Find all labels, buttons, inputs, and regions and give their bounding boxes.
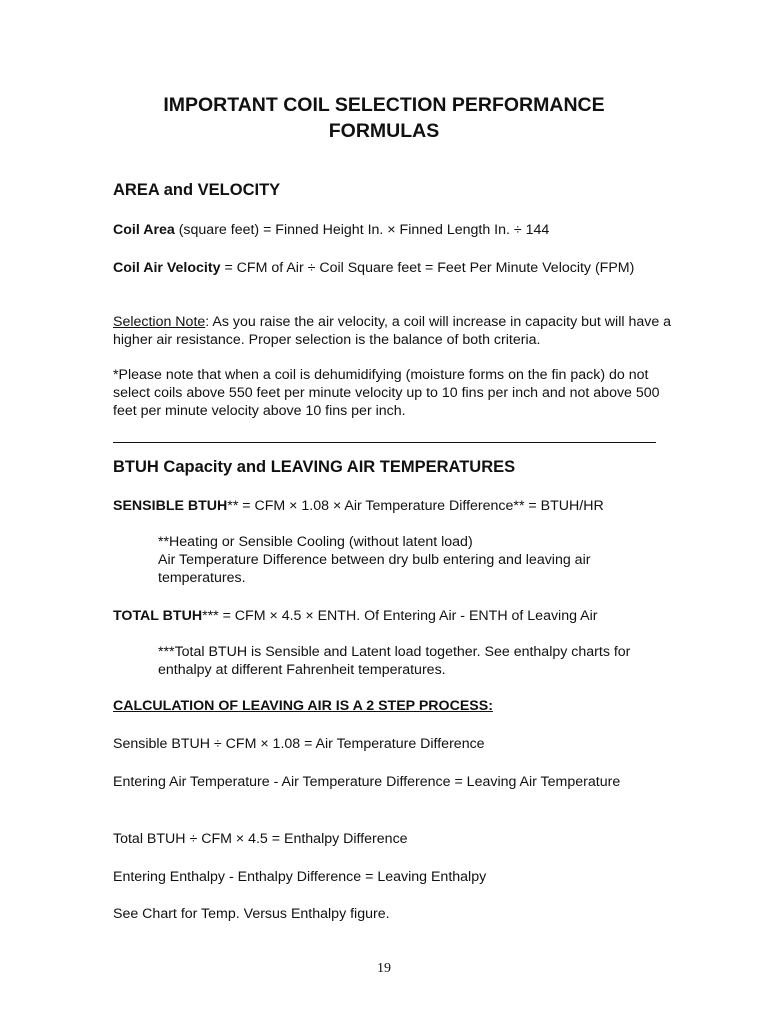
coil-air-velocity-formula	[113, 259, 673, 277]
coil-area-label: Coil Area	[113, 222, 175, 238]
total-btuh-formula	[113, 607, 673, 625]
page-number: 19	[377, 961, 391, 976]
dehumidifying-note: *Please note that when a coil is dehumidifying (moisture forms on the fin pack) do not select coils above 550 feet per minute velocity up to 10 fins per inch and not above 500 feet per minute velocity above 10 fins per inch.	[113, 367, 660, 419]
calc-step-5: See Chart for Temp. Versus Enthalpy figure.	[113, 906, 390, 922]
sensible-note-line-2: Air Temperature Difference between dry bulb entering and leaving air temperatures.	[158, 552, 591, 586]
coil-area-text: (square feet) = Finned Height In. × Finned Length In. ÷ 144	[174, 222, 550, 238]
calc-step-1: Sensible BTUH ÷ CFM × 1.08 = Air Temperature Difference	[113, 736, 485, 752]
total-btuh-text: *** = CFM × 4.5 × ENTH. Of Entering Air - ENTH of Leaving Air	[202, 608, 598, 624]
sensible-note-line-1: **Heating or Sensible Cooling (without latent load)	[158, 534, 473, 550]
sensible-btuh-label: SENSIBLE BTUH	[113, 498, 228, 514]
selection-note-text: : As you raise the air velocity, a coil will increase in capacity but will have a higher air resistance. Proper selection is the balance of both criteria.	[113, 314, 672, 348]
total-btuh-note: ***Total BTUH is Sensible and Latent load together. See enthalpy charts for enthalpy at different Fahrenheit temperatures.	[158, 644, 631, 678]
calc-step-2: Entering Air Temperature - Air Temperature Difference = Leaving Air Temperature	[113, 774, 621, 790]
section-heading-area-velocity: AREA and VELOCITY	[113, 181, 281, 199]
selection-note-label: Selection Note	[113, 314, 206, 330]
selection-note	[113, 313, 673, 349]
coil-area-formula	[113, 221, 673, 239]
sensible-btuh-formula	[113, 497, 673, 515]
title-line-1: IMPORTANT COIL SELECTION PERFORMANCE	[163, 94, 605, 116]
coil-air-velocity-label: Coil Air Velocity	[113, 260, 221, 276]
page-title	[0, 92, 768, 144]
sensible-btuh-text: ** = CFM × 1.08 × Air Temperature Difference** = BTUH/HR	[227, 498, 604, 514]
total-btuh-label: TOTAL BTUH	[113, 608, 203, 624]
coil-air-velocity-text: = CFM of Air ÷ Coil Square feet = Feet Per Minute Velocity (FPM)	[220, 260, 635, 276]
section-divider	[113, 442, 656, 443]
title-line-2: FORMULAS	[328, 120, 440, 142]
section-heading-btuh: BTUH Capacity and LEAVING AIR TEMPERATURES	[113, 458, 516, 476]
sensible-btuh-note	[158, 533, 658, 587]
calc-step-4: Entering Enthalpy - Enthalpy Difference = Leaving Enthalpy	[113, 869, 487, 885]
calculation-heading: CALCULATION OF LEAVING AIR IS A 2 STEP PROCESS:	[113, 698, 493, 714]
calc-step-3: Total BTUH ÷ CFM × 4.5 = Enthalpy Difference	[113, 831, 408, 847]
